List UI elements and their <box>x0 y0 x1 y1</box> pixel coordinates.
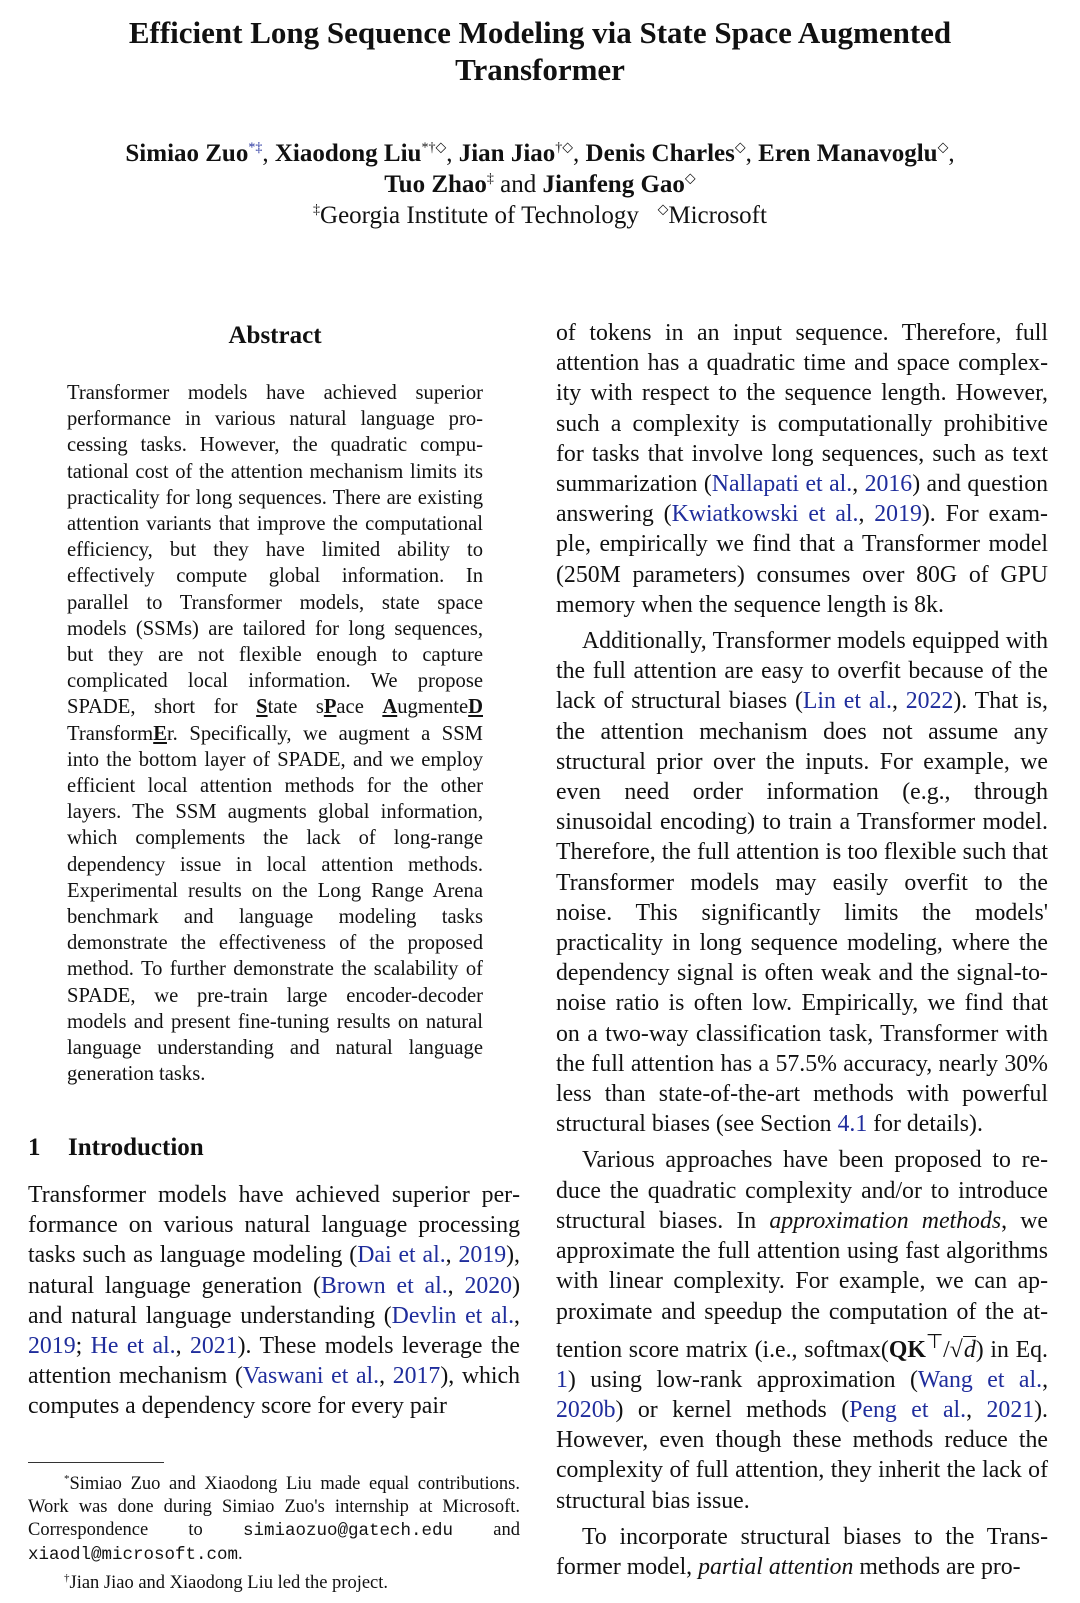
body-paragraph <box>556 1145 1048 1515</box>
right-column <box>556 318 1048 1582</box>
body-text: ) and question answering ( <box>556 471 1048 528</box>
citation-year-link[interactable]: 2021 <box>189 1333 238 1360</box>
body-text: , <box>858 501 875 528</box>
citation-link[interactable]: Devlin et al. <box>391 1302 515 1329</box>
footnote-divider <box>28 1462 164 1463</box>
body-text: ). However, even though these methods reduce the complexity of full attention, they inherit the lack of structural bias issue. <box>556 1397 1048 1514</box>
intro-paragraph <box>28 1180 520 1422</box>
body-text: To incorporate structural biases to the Transformer model, <box>556 1523 1048 1581</box>
author-name: Xiaodong Liu <box>274 140 422 167</box>
author-affil-mark: ◇ <box>937 140 949 156</box>
affil-mark: ◇ <box>657 202 669 218</box>
footnote-text: Jian Jiao and Xiaodong Liu led the project. <box>69 1573 389 1594</box>
body-text: ), natural language generation ( <box>28 1242 520 1299</box>
citation-year-link[interactable]: 2019 <box>874 501 922 528</box>
citation-year-link[interactable]: 2017 <box>392 1363 441 1390</box>
abstract-heading: Abstract <box>228 322 322 349</box>
body-text: , <box>891 688 906 715</box>
author-affil-mark: ‡ <box>486 171 494 187</box>
math-token: softmax( <box>804 1336 889 1363</box>
author-affil-mark: ◇ <box>734 140 746 156</box>
author-affil-mark: *‡ <box>248 140 263 156</box>
section-title: Introduction <box>68 1134 204 1161</box>
footnote-mark: * <box>64 1473 70 1485</box>
abstract-text: Transformer models have achieved superior performance in various natural language processing tasks. However, the quadratic computational cost of the attention mechanism limits its practicality for long sequences. There are existing attention variants that improve the computational efficiency, but they have limited ability to effectively compute global information. In parallel to Transformer models, state space models (SSMs) are tailored for long sequences, but they are not flexible enough to capture complicated local information. We propose SPADE, short for <box>67 382 483 719</box>
body-text: Transformer models have achieved superior performance on various natural language processing tasks such as language modeling ( <box>28 1182 520 1269</box>
footnote-text: and <box>453 1520 520 1541</box>
math-token: d <box>963 1336 976 1363</box>
body-text: , <box>1042 1366 1049 1393</box>
citation-link[interactable]: Vaswani et al. <box>242 1363 380 1390</box>
author-line-2 <box>40 169 1040 200</box>
body-text: Various approaches have been proposed to reduce the quadratic complexity and/or to introduce structural biases. In <box>556 1147 1048 1234</box>
affiliation-line <box>40 200 1040 231</box>
acronym-letter: D <box>468 696 483 719</box>
citation-year-link[interactable]: 2021 <box>986 1397 1035 1424</box>
body-text: , <box>379 1363 393 1390</box>
citation-link[interactable]: Peng et al. <box>849 1397 967 1424</box>
footnote-mark: † <box>64 1572 70 1585</box>
body-text: for details). <box>867 1111 983 1138</box>
citation-year-link[interactable]: 2019 <box>458 1242 507 1269</box>
body-text: , <box>445 1242 459 1269</box>
body-paragraph <box>556 626 1048 1139</box>
math-token: QK <box>888 1336 926 1363</box>
abstract-text: ace <box>336 696 383 719</box>
email-link[interactable]: xiaodl@microsoft.com <box>28 1545 239 1566</box>
author-affil-mark: †◇ <box>555 140 574 156</box>
paper-title <box>60 14 1020 88</box>
citation-link[interactable]: Brown et al. <box>320 1272 448 1299</box>
acronym-letter: S <box>256 696 268 719</box>
body-text: , <box>966 1397 987 1424</box>
math-token: /√ <box>943 1336 963 1363</box>
acronym-letter: A <box>382 696 398 719</box>
body-text: ). For example, empirically we find that a Transformer model (250M parameters) consumes over 80G of GPU memory when the sequence length is 8k. <box>556 501 1048 618</box>
affil-mark: ‡ <box>313 202 321 218</box>
body-text: ) and natural language understanding ( <box>28 1272 520 1329</box>
acronym-letter: P <box>323 696 337 719</box>
citation-year-link[interactable]: 2020 <box>464 1272 513 1299</box>
math-expression <box>804 1330 984 1363</box>
body-text: methods are pro- <box>853 1554 1021 1581</box>
author-name: Denis Charles <box>585 140 735 167</box>
body-paragraph <box>556 318 1048 620</box>
citation-year-link[interactable]: 2019 <box>28 1333 76 1360</box>
citation-link[interactable]: Lin et al. <box>802 688 892 715</box>
citation-link[interactable] <box>357 1242 445 1268</box>
author-name: Simiao Zuo <box>125 140 249 167</box>
citation-year-link[interactable]: 2022 <box>905 688 954 715</box>
title-line-2: Transformer <box>455 52 625 87</box>
author-name: Tuo Zhao <box>384 171 487 198</box>
body-text: of tokens in an input sequence. Therefore, full attention has a quadratic time and space complexity with respect to the sequence length. However, such a complexity is computationally prohibitive for tasks that involve long sequences, such as text summarization ( <box>556 320 1048 498</box>
math-token: ⊤ <box>925 1330 944 1353</box>
title-line-1: Efficient Long Sequence Modeling via State Space Augmented <box>128 15 952 50</box>
citation-link[interactable]: Nallapati et al. <box>711 471 853 498</box>
author-and: and <box>500 171 537 198</box>
body-text: , <box>852 471 865 498</box>
author-name: Eren Manavoglu <box>758 140 938 167</box>
body-text: ). These models leverage the attention mechanism ( <box>28 1333 520 1390</box>
author-affil-mark: ◇ <box>684 171 696 187</box>
body-text: in Eq. <box>983 1336 1048 1363</box>
affiliation-microsoft: Microsoft <box>668 202 767 229</box>
body-text: ). That is, the attention mechanism does not assume any structural prior over the inputs. For example, we even need order information (e.g., through sinusoidal encoding) to train a Transformer model. Therefore, the full attention is too flexible such that Transformer models may easily overfit to the noise. This significantly limits the models' practicality in long sequence modeling, where the dependency signal is often weak and the signal-to-noise ratio is often low. Empirically, we find that on a two-way classification task, Transformer with the full attention has a 57.5% accuracy, nearly 30% less than state-of-the-art methods with powerful structural biases (see Section <box>556 688 1048 1138</box>
section-heading-introduction <box>28 1134 204 1162</box>
body-text: , we approximate the full attention using fast algorithms with linear complexity. For example, we can approximate and speedup the computation of the attention score matrix (i.e., <box>556 1207 1048 1363</box>
author-name: Jianfeng Gao <box>542 171 685 198</box>
citation-link[interactable]: He et al. <box>90 1333 176 1360</box>
acronym-letter: E <box>153 722 167 745</box>
body-paragraph <box>556 1522 1048 1582</box>
footnote-2 <box>28 1567 520 1595</box>
abstract-body <box>67 380 483 1087</box>
author-line-1: Simiao Zuo*‡, Xiaodong Liu*†◇, Jian Jiao†◇, Denis Charles◇, Eren Manavoglu◇, <box>125 140 955 167</box>
citation-year-link[interactable]: 2016 <box>864 471 913 498</box>
author-block <box>40 138 1040 231</box>
author-name: Jian Jiao <box>458 140 556 167</box>
footnote-text: . <box>238 1544 243 1565</box>
abstract-text: ugmente <box>397 696 469 719</box>
abstract-text: tate s <box>267 696 324 719</box>
abstract-text: r. Specifically, we augment a SSM into the bottom layer of SPADE, and we employ efficient local attention methods for the other layers. The SSM augments global information, which complements the lack of long-range dependency issue in local attention methods. Experimental results on the Long Range Arena benchmark and language modeling tasks demonstrate the effectiveness of the proposed method. To further demonstrate the scalability of SPADE, we pre-train large encoder-decoder models and present fine-tuning results on natural language understanding and natural language generation tasks. <box>67 722 483 1086</box>
body-text: ) using low-rank approximation ( <box>567 1366 918 1393</box>
emphasis-text: approximation methods <box>769 1207 1002 1234</box>
footnote-text: Simiao Zuo and Xiaodong Liu made equal contributions. Work was done during Simiao Zuo's internship at Microsoft. Correspondence to <box>28 1474 520 1541</box>
citation-year-link[interactable]: 2020b <box>556 1397 616 1424</box>
body-text: , <box>514 1302 520 1329</box>
email-link[interactable]: simiaozuo@gatech.edu <box>243 1521 454 1542</box>
body-text: , <box>447 1272 465 1299</box>
footnotes <box>28 1468 520 1595</box>
citation-link[interactable]: Wang et al. <box>917 1366 1043 1393</box>
section-ref-link[interactable]: 4.1 <box>837 1111 868 1138</box>
footnote-1 <box>28 1468 520 1567</box>
math-token: ) <box>975 1336 984 1363</box>
body-text: ), which computes a dependency score for every pair <box>28 1363 520 1420</box>
body-text: Additionally, Transformer models equipped with the full attention are easy to overfit because of the lack of structural biases ( <box>556 628 1048 715</box>
equation-ref-link[interactable]: 1 <box>556 1366 568 1393</box>
author-affil-mark: *†◇ <box>421 140 447 156</box>
body-text: , <box>175 1333 190 1360</box>
section-number: 1 <box>28 1134 41 1161</box>
citation-authors: Dai et al. <box>357 1242 446 1269</box>
body-text: ; <box>75 1333 91 1360</box>
citation-link[interactable]: Kwiatkowski et al. <box>671 501 859 528</box>
emphasis-text: partial attention <box>698 1554 854 1581</box>
body-text: ) or kernel methods ( <box>615 1397 850 1424</box>
abstract-text: Transform <box>67 722 154 745</box>
affiliation-georgia-tech: Georgia Institute of Technology <box>320 202 639 229</box>
